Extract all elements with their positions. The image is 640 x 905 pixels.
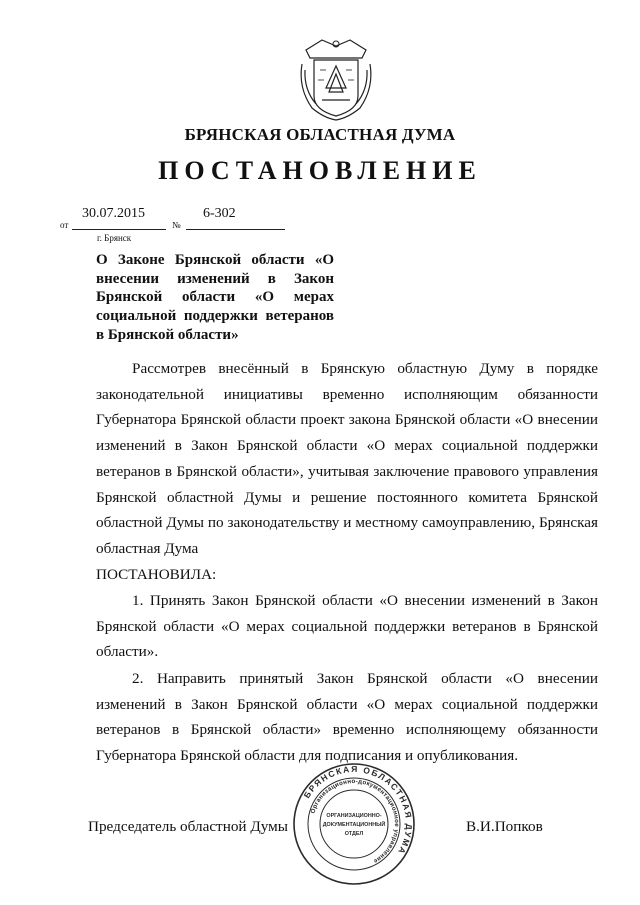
organization-name: БРЯНСКАЯ ОБЛАСТНАЯ ДУМА bbox=[184, 125, 456, 144]
preamble-paragraph: Рассмотрев внесённый в Брянскую областную Думу в порядке законодательной инициативы временно исполняющим обязанности Губернатора Брянской области проект закона Брянской области «О внесении изменений в Закон Брянской области «О мерах социальной поддержки ветеранов в Брянской области», учитывая заключение правового управления Брянской областной Думы и решение постоянного комитета Брянской областной Думы по законодательству и местному самоуправлению, Брянская областная Дума bbox=[96, 360, 598, 557]
coat-of-arms-icon bbox=[292, 30, 380, 124]
date-prefix: от bbox=[60, 220, 69, 230]
decree-heading: ПОСТАНОВИЛА: bbox=[96, 566, 217, 583]
date-underline bbox=[72, 229, 166, 230]
stamp-center-line-1: ОРГАНИЗАЦИОННО- bbox=[326, 813, 382, 819]
decree-item-2: 2. Направить принятый Закон Брянской области «О внесении изменений в Закон Брянской области «О мерах социальной поддержки ветеранов в Брянской области» временно исполняющему обязанности Губернатора Брянской области для подписания и опубликования. bbox=[96, 670, 598, 765]
document-title: О Законе Брянской области «О внесении изменений в Закон Брянской области «О мерах социальной поддержки ветеранов в Брянской области» bbox=[96, 252, 334, 343]
signatory-name: В.И.Попков bbox=[466, 818, 543, 835]
document-city: г. Брянск bbox=[97, 233, 132, 243]
stamp-center-line-2: ДОКУМЕНТАЦИОННЫЙ bbox=[322, 822, 386, 828]
stamp-outer-text: БРЯНСКАЯ ОБЛАСТНАЯ ДУМА bbox=[301, 763, 415, 857]
official-stamp bbox=[292, 762, 416, 886]
document-date: 30.07.2015 bbox=[82, 206, 145, 221]
number-underline bbox=[186, 229, 285, 230]
stamp-inner-text: Организационно-документационное управление bbox=[309, 777, 401, 865]
number-prefix: № bbox=[172, 220, 181, 230]
stamp-center-line-3: ОТДЕЛ bbox=[344, 831, 364, 837]
document-number: 6-302 bbox=[203, 206, 236, 221]
decree-item-1: 1. Принять Закон Брянской области «О внесении изменений в Закон Брянской области «О мерах социальной поддержки ветеранов в Брянской области». bbox=[96, 592, 598, 661]
signatory-position: Председатель областной Думы bbox=[88, 818, 288, 835]
document-type-heading: ПОСТАНОВЛЕНИЕ bbox=[158, 156, 482, 185]
